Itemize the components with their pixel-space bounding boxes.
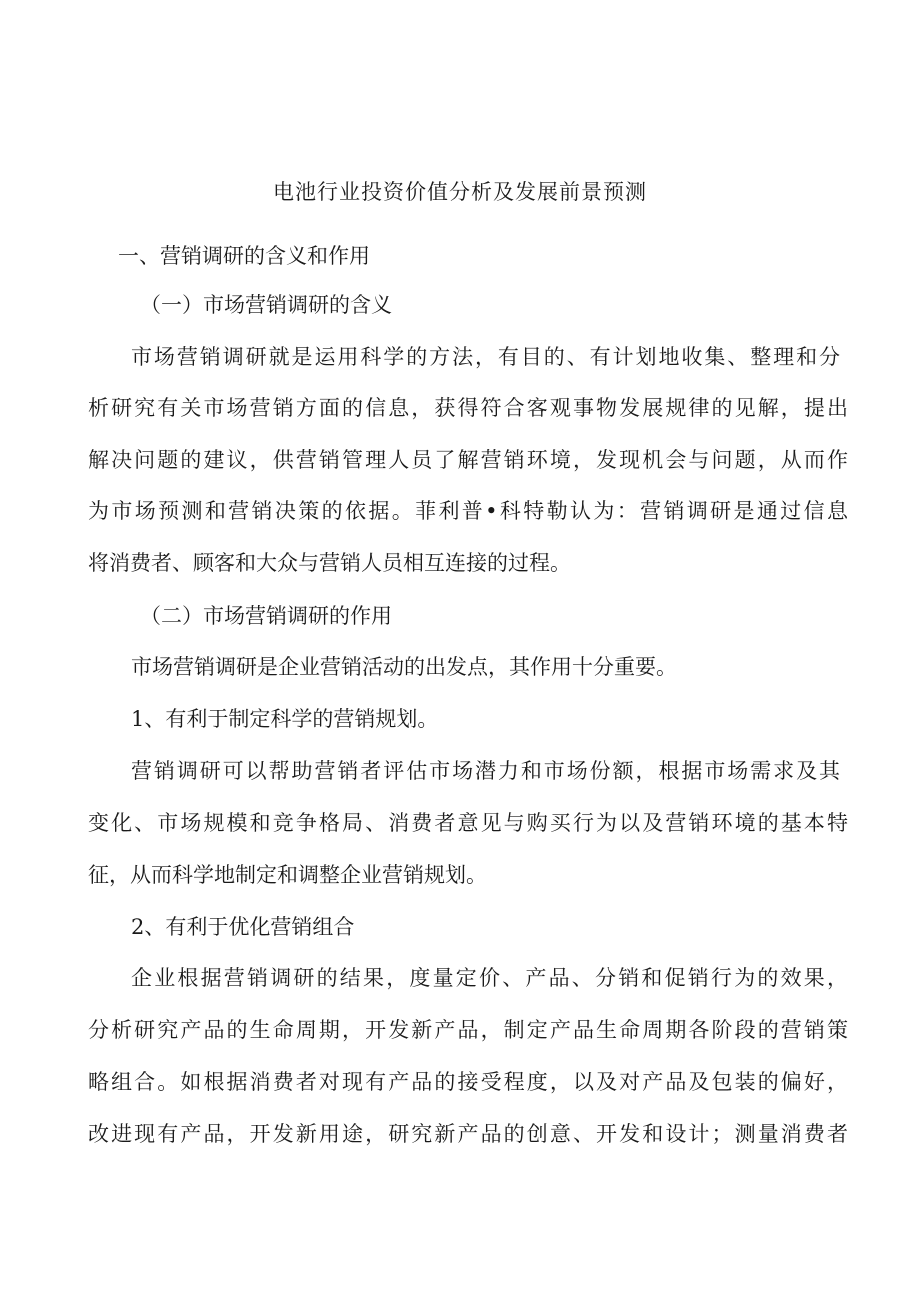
paragraph-line: 变化、市场规模和竞争格局、消费者意见与购买行为以及营销环境的基本特 (88, 811, 848, 835)
paragraph-line: 为市场预测和营销决策的依据。菲利普•科特勒认为：营销调研是通过信息 (88, 499, 848, 523)
list-item: 2、有利于优化营销组合 (131, 915, 355, 939)
paragraph-line: 征，从而科学地制定和调整企业营销规划。 (88, 863, 487, 887)
paragraph-line: 市场营销调研是企业营销活动的出发点，其作用十分重要。 (131, 655, 677, 679)
paragraph-line: 分析研究产品的生命周期，开发新产品，制定产品生命周期各阶段的营销策 (88, 1018, 848, 1042)
paragraph-line: 析研究有关市场营销方面的信息，获得符合客观事物发展规律的见解，提出 (88, 396, 848, 420)
paragraph-line: 将消费者、顾客和大众与营销人员相互连接的过程。 (88, 551, 571, 575)
paragraph-line: 市场营销调研就是运用科学的方法，有目的、有计划地收集、整理和分 (131, 345, 840, 369)
document-title: 电池行业投资价值分析及发展前景预测 (273, 180, 647, 204)
paragraph-line: 改进现有产品，开发新用途，研究新产品的创意、开发和设计；测量消费者 (88, 1122, 848, 1146)
subsection-heading: （二）市场营销调研的作用 (140, 604, 392, 628)
subsection-heading: （一）市场营销调研的含义 (140, 293, 392, 317)
paragraph-line: 企业根据营销调研的结果，度量定价、产品、分销和促销行为的效果， (131, 966, 848, 990)
list-item: 1、有利于制定科学的营销规划。 (131, 707, 439, 731)
section-heading: 一、营销调研的含义和作用 (118, 244, 370, 268)
paragraph-line: 营销调研可以帮助营销者评估市场潜力和市场份额，根据市场需求及其 (131, 759, 840, 783)
paragraph-line: 略组合。如根据消费者对现有产品的接受程度，以及对产品及包装的偏好， (88, 1070, 848, 1094)
paragraph-line: 解决问题的建议，供营销管理人员了解营销环境，发现机会与问题，从而作 (88, 448, 848, 472)
